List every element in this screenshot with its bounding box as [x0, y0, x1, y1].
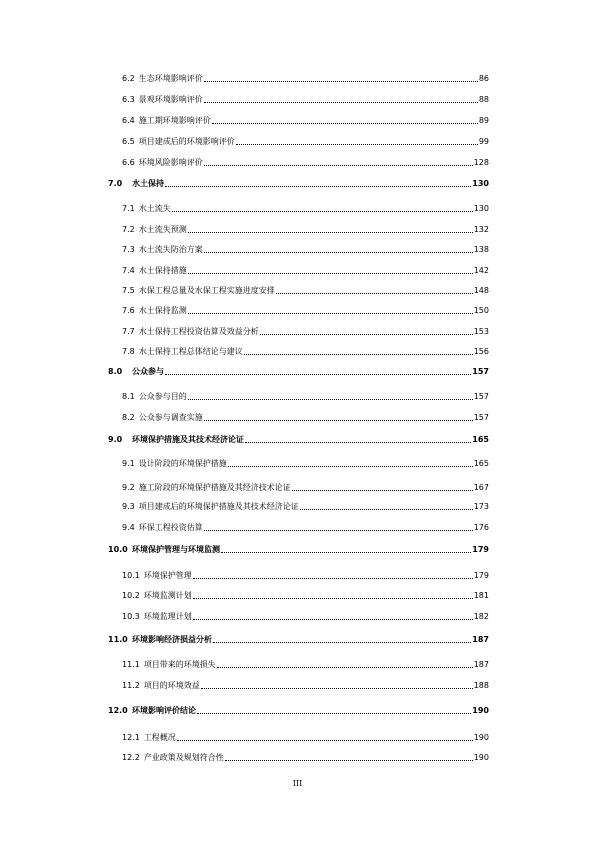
- toc-section-entry[interactable]: [122, 304, 489, 316]
- toc-leader-dots: [165, 186, 471, 187]
- toc-entry-title: 施工阶段的环境保护措施及其经济技术论证: [138, 483, 291, 492]
- toc-entry-title: 项目带来的环境损失: [143, 660, 216, 669]
- toc-entry-title: 环境保护管理: [143, 571, 192, 580]
- toc-entry-number: 9.4: [122, 523, 135, 532]
- toc-leader-dots: [197, 713, 471, 714]
- toc-section-entry[interactable]: [122, 345, 489, 357]
- toc-leader-dots: [228, 466, 473, 467]
- toc-entry-page: 165: [472, 435, 489, 444]
- toc-section-entry[interactable]: [122, 610, 489, 622]
- toc-entry-page: 130: [473, 204, 489, 213]
- toc-section-entry[interactable]: [122, 500, 489, 512]
- toc-leader-dots: [225, 760, 473, 761]
- toc-entry-title: 工程概况: [143, 733, 176, 742]
- toc-entry-number: 7.3: [122, 245, 135, 254]
- toc-entry-page: 130: [472, 179, 489, 188]
- toc-section-entry[interactable]: [122, 390, 489, 402]
- toc-entry-title: 水土流失: [138, 204, 171, 213]
- toc-entry-title: 水保工程总量及水保工程实施进度安排: [138, 286, 275, 295]
- toc-entry-title: 环保工程投资估算: [138, 523, 203, 532]
- toc-section-entry[interactable]: [122, 731, 489, 743]
- toc-leader-dots: [201, 688, 473, 689]
- toc-entry-number: 7.2: [122, 225, 135, 234]
- toc-leader-dots: [204, 530, 473, 531]
- toc-entry-number: 12.0: [108, 706, 128, 715]
- toc-entry-title: 景观环境影响评价: [138, 95, 203, 104]
- toc-entry-page: 157: [473, 392, 489, 401]
- toc-entry-number: 6.4: [122, 116, 135, 125]
- toc-entry-title: 水土保持监测: [138, 306, 187, 315]
- toc-section-entry[interactable]: [122, 569, 489, 581]
- toc-entry-title: 生态环境影响评价: [138, 74, 203, 83]
- toc-section-entry[interactable]: [122, 325, 489, 337]
- toc-entry-page: 88: [478, 95, 489, 104]
- toc-leader-dots: [188, 273, 473, 274]
- toc-section-entry[interactable]: [122, 202, 489, 214]
- toc-leader-dots: [236, 144, 478, 145]
- toc-entry-title: 水土流失预测: [138, 225, 187, 234]
- toc-entry-page: 179: [472, 545, 489, 554]
- toc-entry-page: 150: [473, 306, 489, 315]
- toc-leader-dots: [245, 442, 471, 443]
- toc-entry-number: 6.6: [122, 158, 135, 167]
- toc-entry-title: 环境风险影响评价: [138, 158, 203, 167]
- toc-entry-page: 176: [473, 523, 489, 532]
- toc-entry-number: 9.1: [122, 459, 135, 468]
- toc-entry-number: 6.5: [122, 137, 135, 146]
- toc-entry-page: 165: [473, 459, 489, 468]
- toc-entry-number: 9.2: [122, 483, 135, 492]
- toc-entry-title: 环境监理计划: [143, 612, 192, 621]
- toc-entry-number: 7.7: [122, 327, 135, 336]
- toc-entry-page: 128: [473, 158, 489, 167]
- toc-section-entry[interactable]: [122, 264, 489, 276]
- toc-entry-page: 187: [473, 660, 489, 669]
- toc-entry-title: 公众参与目的: [138, 392, 187, 401]
- toc-entry-number: 12.1: [122, 733, 140, 742]
- toc-entry-page: 99: [478, 137, 489, 146]
- toc-entry-number: 6.3: [122, 95, 135, 104]
- toc-entry-title: 环境保护措施及其技术经济论证: [132, 435, 244, 444]
- toc-leader-dots: [204, 252, 473, 253]
- toc-leader-dots: [221, 552, 471, 553]
- toc-chapter-entry[interactable]: [108, 633, 489, 645]
- page-number: III: [292, 779, 303, 788]
- toc-leader-dots: [177, 740, 473, 741]
- toc-leader-dots: [172, 211, 473, 212]
- toc-leader-dots: [260, 334, 473, 335]
- toc-entry-number: 9.0: [108, 435, 123, 444]
- toc-section-entry[interactable]: [122, 481, 489, 493]
- toc-leader-dots: [204, 102, 478, 103]
- toc-chapter-entry[interactable]: [108, 433, 489, 445]
- toc-leader-dots: [244, 354, 473, 355]
- toc-leader-dots: [193, 619, 473, 620]
- toc-section-entry[interactable]: [122, 751, 489, 763]
- toc-entry-page: 157: [473, 413, 489, 422]
- toc-entry-number: 8.1: [122, 392, 135, 401]
- toc-leader-dots: [212, 123, 478, 124]
- toc-section-entry[interactable]: [122, 223, 489, 235]
- toc-entry-number: 10.3: [122, 612, 140, 621]
- toc-leader-dots: [292, 490, 473, 491]
- toc-leader-dots: [188, 232, 473, 233]
- toc-entry-number: 9.3: [122, 502, 135, 511]
- toc-leader-dots: [217, 667, 473, 668]
- toc-leader-dots: [188, 313, 473, 314]
- toc-section-entry[interactable]: [122, 411, 489, 423]
- toc-entry-title: 水土流失防治方案: [138, 245, 203, 254]
- toc-section-entry[interactable]: [122, 135, 489, 147]
- toc-section-entry[interactable]: [122, 114, 489, 126]
- toc-section-entry[interactable]: [122, 658, 489, 670]
- toc-entry-page: 173: [473, 502, 489, 511]
- toc-chapter-entry[interactable]: [108, 704, 489, 716]
- toc-entry-page: 132: [473, 225, 489, 234]
- toc-entry-page: 142: [473, 266, 489, 275]
- toc-leader-dots: [276, 293, 473, 294]
- toc-entry-title: 环境保护管理与环境监测: [132, 545, 220, 554]
- toc-entry-title: 水土保持: [132, 179, 164, 188]
- toc-entry-number: 11.2: [122, 681, 140, 690]
- toc-entry-title: 产业政策及规划符合性: [143, 753, 224, 762]
- toc-entry-number: 10.1: [122, 571, 140, 580]
- toc-entry-page: 187: [472, 635, 489, 644]
- toc-leader-dots: [188, 399, 473, 400]
- toc-entry-page: 167: [473, 483, 489, 492]
- toc-entry-number: 7.0: [108, 179, 123, 188]
- toc-leader-dots: [213, 642, 471, 643]
- toc-entry-title: 环境影响经济损益分析: [132, 635, 212, 644]
- toc-entry-title: 环境监测计划: [143, 591, 192, 600]
- toc-entry-number: 7.1: [122, 204, 135, 213]
- toc-entry-page: 182: [473, 612, 489, 621]
- toc-entry-number: 8.2: [122, 413, 135, 422]
- toc-entry-number: 7.5: [122, 286, 135, 295]
- toc-entry-title: 水土保持工程投资估算及效益分析: [138, 327, 259, 336]
- toc-leader-dots: [300, 509, 473, 510]
- toc-section-entry[interactable]: [122, 521, 489, 533]
- toc-leader-dots: [204, 165, 473, 166]
- toc-entry-title: 环境影响评价结论: [132, 706, 196, 715]
- toc-entry-page: 179: [473, 571, 489, 580]
- toc-entry-page: 138: [473, 245, 489, 254]
- toc-leader-dots: [204, 81, 478, 82]
- toc-entry-title: 水土保持工程总体结论与建议: [138, 347, 243, 356]
- toc-entry-number: 11.1: [122, 660, 140, 669]
- toc-leader-dots: [193, 578, 473, 579]
- toc-entry-number: 7.4: [122, 266, 135, 275]
- toc-entry-page: 86: [478, 74, 489, 83]
- toc-entry-number: 10.0: [108, 545, 128, 554]
- toc-entry-number: 6.2: [122, 74, 135, 83]
- toc-section-entry[interactable]: [122, 284, 489, 296]
- toc-section-entry[interactable]: [122, 589, 489, 601]
- toc-entry-title: 项目的环境效益: [143, 681, 200, 690]
- toc-entry-page: 153: [473, 327, 489, 336]
- toc-section-entry[interactable]: [122, 72, 489, 84]
- toc-entry-number: 7.6: [122, 306, 135, 315]
- toc-entry-page: 190: [473, 733, 489, 742]
- toc-entry-page: 157: [472, 367, 489, 376]
- toc-entry-number: 11.0: [108, 635, 128, 644]
- toc-entry-page: 89: [478, 116, 489, 125]
- toc-entry-page: 148: [473, 286, 489, 295]
- toc-leader-dots: [193, 598, 473, 599]
- toc-entry-page: 190: [473, 753, 489, 762]
- toc-section-entry[interactable]: [122, 457, 489, 469]
- toc-section-entry[interactable]: [122, 93, 489, 105]
- toc-entry-title: 施工期环境影响评价: [138, 116, 211, 125]
- toc-entry-title: 设计阶段的环境保护措施: [138, 459, 227, 468]
- toc-entry-title: 公众参与调查实施: [138, 413, 203, 422]
- toc-chapter-entry[interactable]: [108, 543, 489, 555]
- toc-entry-page: 156: [473, 347, 489, 356]
- toc-entry-title: 项目建成后的环境影响评价: [138, 137, 235, 146]
- toc-entry-number: 8.0: [108, 367, 123, 376]
- toc-section-entry[interactable]: [122, 243, 489, 255]
- toc-chapter-entry[interactable]: [108, 177, 489, 189]
- toc-section-entry[interactable]: [122, 679, 489, 691]
- toc-entry-number: 7.8: [122, 347, 135, 356]
- toc-leader-dots: [165, 374, 471, 375]
- toc-entry-number: 12.2: [122, 753, 140, 762]
- toc-entry-title: 公众参与: [132, 367, 164, 376]
- toc-entry-page: 188: [473, 681, 489, 690]
- toc-entry-page: 181: [473, 591, 489, 600]
- toc-chapter-entry[interactable]: [108, 365, 489, 377]
- toc-section-entry[interactable]: [122, 156, 489, 168]
- toc-entry-title: 水土保持措施: [138, 266, 187, 275]
- toc-entry-page: 190: [472, 706, 489, 715]
- toc-entry-title: 项目建成后的环境保护措施及其技术经济论证: [138, 502, 299, 511]
- toc-leader-dots: [204, 420, 473, 421]
- toc-entry-number: 10.2: [122, 591, 140, 600]
